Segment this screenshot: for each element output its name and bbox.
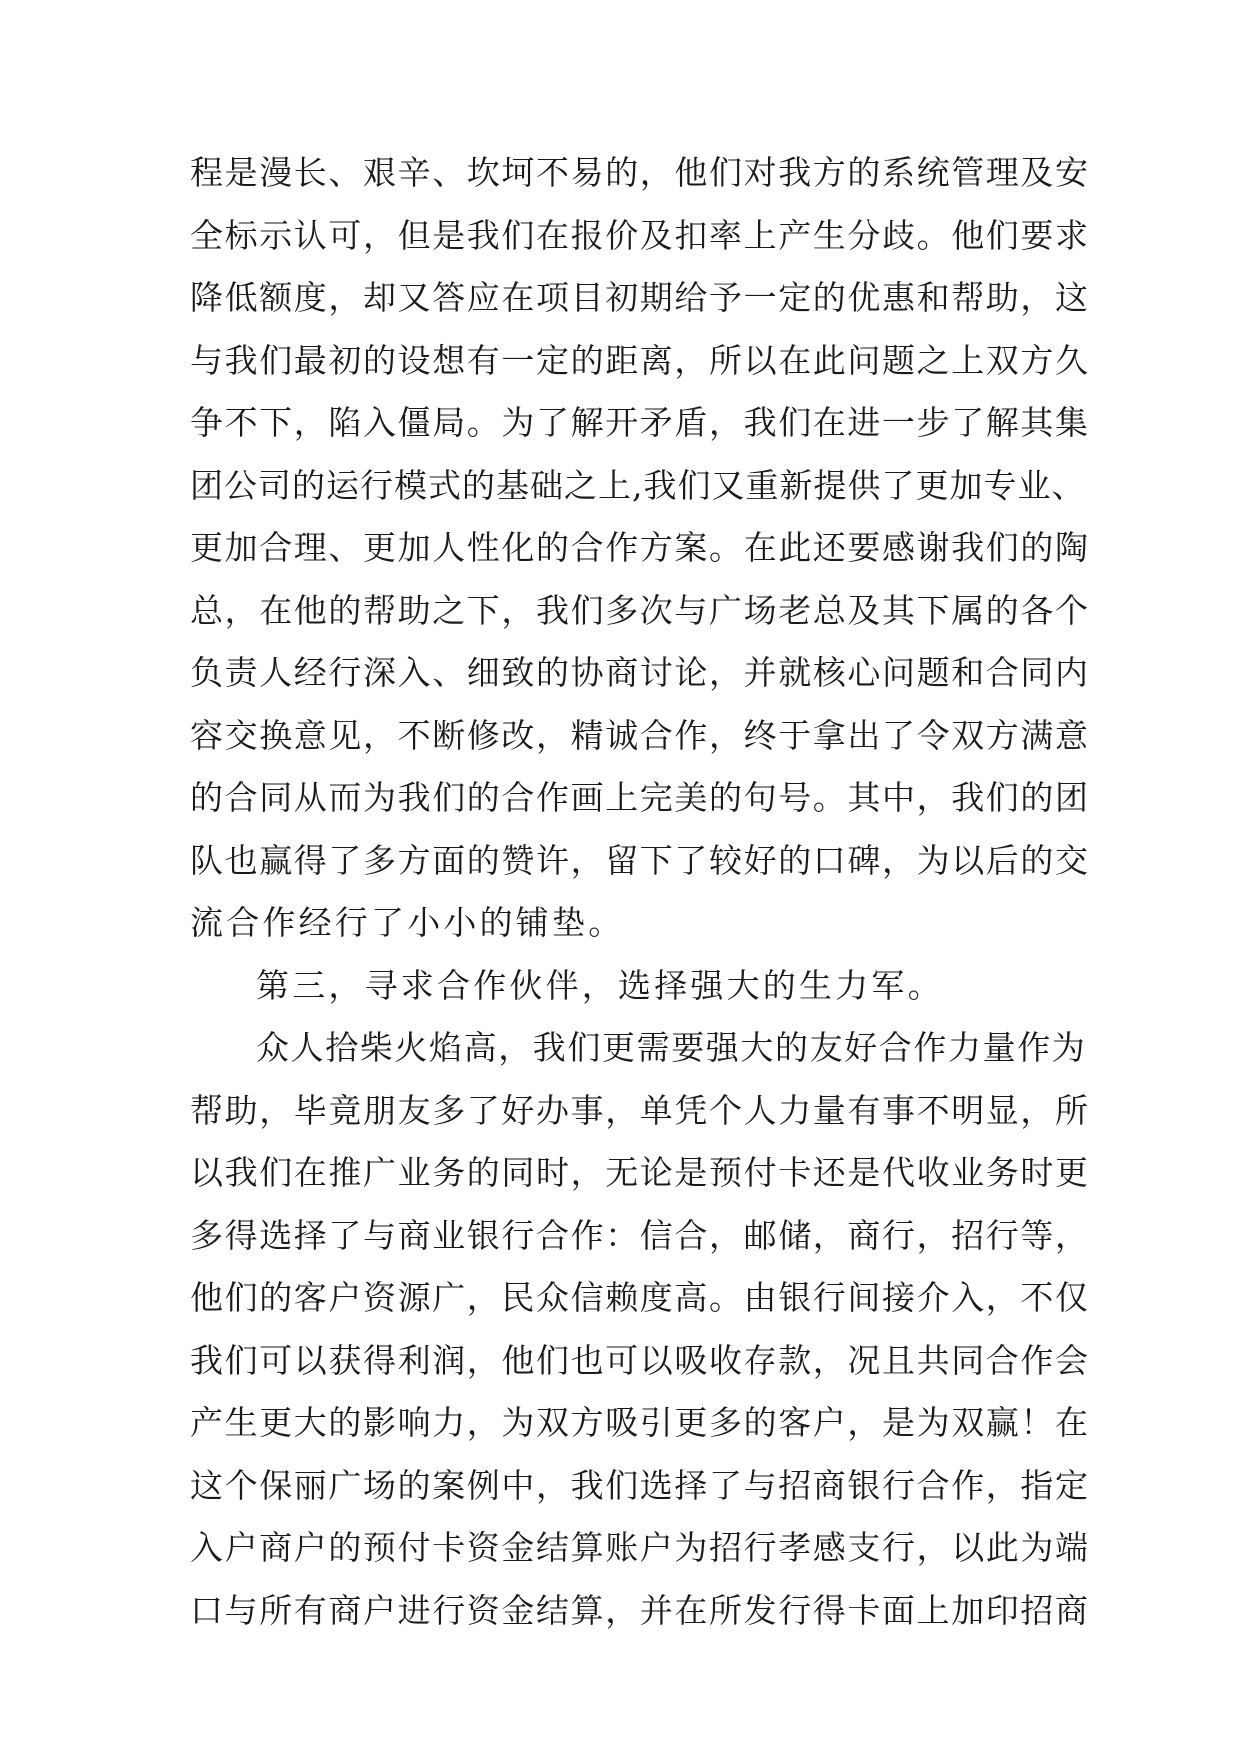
text-line: 的合同从而为我们的合作画上完美的句号。其中，我们的团 [190,778,1090,817]
text-line: 他们的客户资源广，民众信赖度高。由银行间接介入，不仅 [190,1278,1090,1317]
text-line: 降低额度，却又答应在项目初期给予一定的优惠和帮助，这 [190,278,1090,317]
text-line: 流合作经行了小小的铺垫。 [190,903,625,942]
text-line: 负责人经行深入、细致的协商讨论，并就核心问题和合同内 [190,653,1090,692]
text-line: 众人拾柴火焰高，我们更需要强大的友好合作力量作为 [256,1028,1087,1067]
text-line: 第三，寻求合作伙伴，选择强大的生力军。 [256,965,944,1005]
text-line: 队也赢得了多方面的赞许，留下了较好的口碑，为以后的交 [190,840,1090,880]
text-line: 我们可以获得利润，他们也可以吸收存款，况且共同合作会 [190,1340,1090,1380]
text-line: 总，在他的帮助之下，我们多次与广场老总及其下属的各个 [190,590,1090,630]
text-line: 争不下，陷入僵局。为了解开矛盾，我们在进一步了解其集 [190,403,1090,442]
text-line: 全标示认可，但是我们在报价及扣率上产生分歧。他们要求 [190,215,1090,255]
text-line: 口与所有商户进行资金结算，并在所发行得卡面上加印招商 [190,1590,1090,1630]
text-line: 更加合理、更加人性化的合作方案。在此还要感谢我们的陶 [190,528,1090,567]
text-line: 产生更大的影响力，为双方吸引更多的客户，是为双赢！在 [190,1403,1090,1442]
text-line: 这个保丽广场的案例中，我们选择了与招商银行合作，指定 [190,1465,1090,1505]
text-line: 多得选择了与商业银行合作：信合，邮储，商行，招行等， [190,1215,1090,1255]
text-line: 程是漫长、艰辛、坎坷不易的，他们对我方的系统管理及安 [190,153,1090,192]
text-line: 与我们最初的设想有一定的距离，所以在此问题之上双方久 [190,340,1090,380]
text-line: 以我们在推广业务的同时，无论是预付卡还是代收业务时更 [190,1153,1090,1192]
text-line: 帮助，毕竟朋友多了好办事，单凭个人力量有事不明显，所 [190,1090,1090,1130]
text-line: 团公司的运行模式的基础之上,我们又重新提供了更加专业、 [190,465,1086,505]
text-line: 入户商户的预付卡资金结算账户为招行孝感支行，以此为端 [190,1528,1090,1567]
body-text [190,142,1090,1642]
text-line: 容交换意见，不断修改，精诚合作，终于拿出了令双方满意 [190,715,1090,755]
